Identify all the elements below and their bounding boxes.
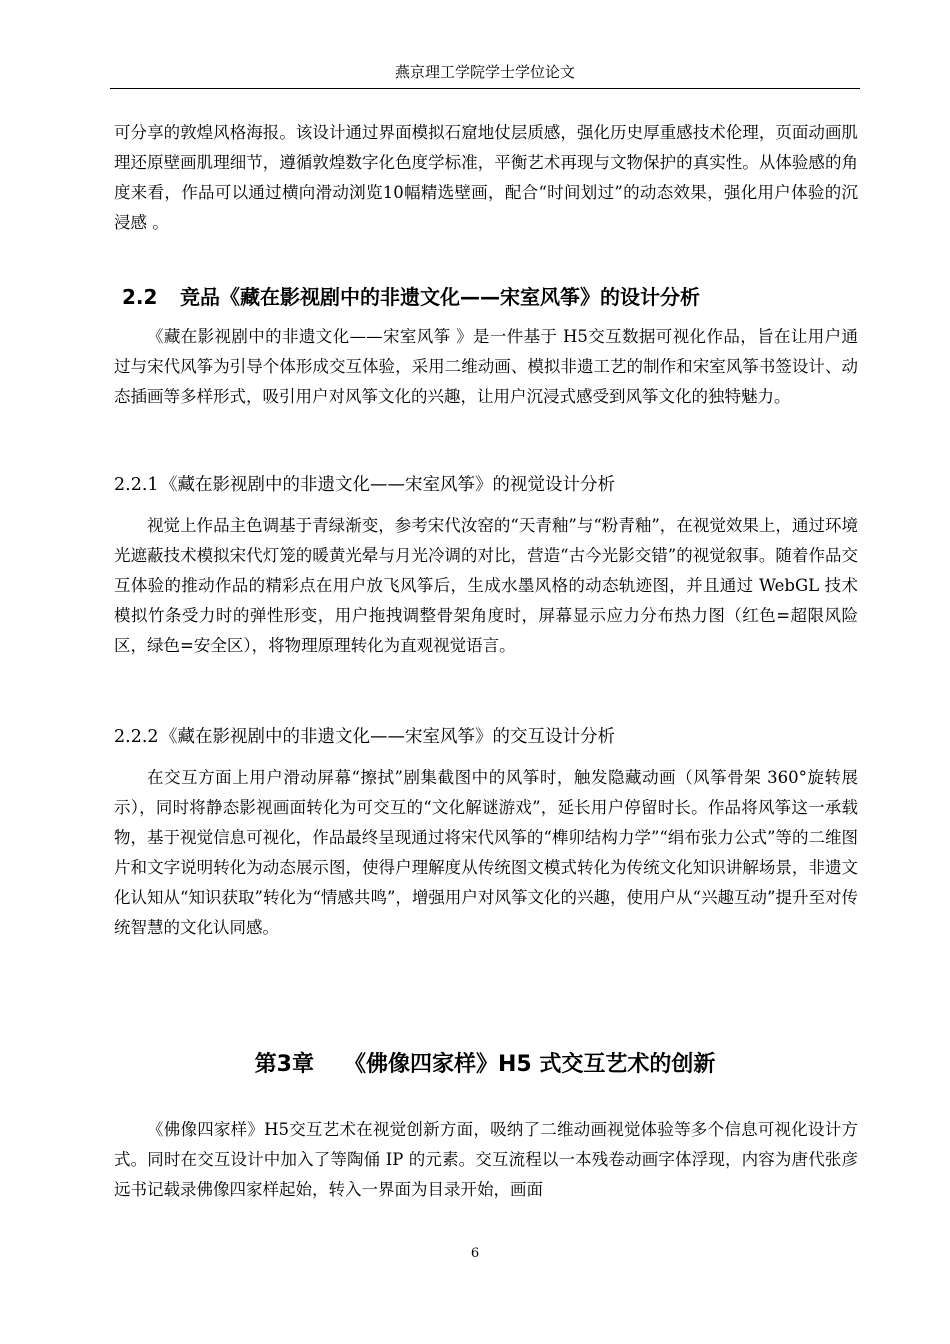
paragraph-chapter3-intro: 《佛像四家样》H5交互艺术在视觉创新方面，吸纳了二维动画视觉体验等多个信息可视化设计方式。同时在交互设计中加入了等陶俑 IP 的元素。交互流程以一本残卷动画字体浮现，内容为唐代张彦远书记载录佛像四家样起始，转入一界面为目录开始，画面 (114, 1120, 858, 1199)
section-number: 2.2.2 (114, 727, 159, 747)
section-heading-2-2 (122, 282, 700, 312)
header-divider (110, 88, 860, 89)
section-heading-2-2-2 (114, 723, 615, 751)
paragraph-dunhuang-summary: 可分享的敦煌风格海报。该设计通过界面模拟石窟地仗层质感，强化历史厚重感技术伦理，页面动画肌理还原壁画肌理细节，遵循敦煌数字化色度学标准，平衡艺术再现与文物保护的真实性。从体验感的角度来看，作品可以通过横向滑动浏览10幅精选壁画，配合“时间划过”的动态效果，强化用户体验的沉浸感 。 (114, 123, 858, 232)
section-title: 《藏在影视剧中的非遗文化——宋室风筝》的交互设计分析 (160, 727, 615, 747)
section-heading-2-2-1 (114, 471, 615, 499)
section-number: 2.2 (122, 285, 158, 309)
chapter-title: 《佛像四家样》H5 式交互艺术的创新 (343, 1052, 716, 1077)
page-number: 6 (470, 1246, 480, 1261)
section-number: 2.2.1 (114, 475, 159, 495)
running-header: 燕京理工学院学士学位论文 (394, 63, 575, 81)
paragraph-interaction-design: 在交互方面上用户滑动屏幕“擦拭”剧集截图中的风筝时，触发隐藏动画（风筝骨架 360°旋转展示），同时将静态影视画面转化为可交互的“文化解谜游戏”，延长用户停留时长。作品将风筝这一承载物，基于视觉信息可视化，作品最终呈现通过将宋代风筝的“榫卯结构力学”“绢布张力公式”等的二维图片和文字说明转化为动态展示图，使得户理解度从传统图文模式转化为传统文化知识讲解场景，非遗文化认知从“知识获取”转化为“情感共鸣”，增强用户对风筝文化的兴趣，使用户从“兴趣互动”提升至对传统智慧的文化认同感。 (114, 768, 858, 937)
chapter-number: 第3章 (254, 1052, 314, 1077)
paragraph-kite-intro: 《藏在影视剧中的非遗文化——宋室风筝 》是一件基于 H5交互数据可视化作品，旨在让用户通过与宋代风筝为引导个体形成交互体验，采用二维动画、模拟非遗工艺的制作和宋室风筝书签设计、动态插画等多样形式，吸引用户对风筝文化的兴趣，让用户沉浸式感受到风筝文化的独特魅力。 (114, 327, 858, 406)
section-title: 《藏在影视剧中的非遗文化——宋室风筝》的视觉设计分析 (160, 475, 615, 495)
section-title: 竞品《藏在影视剧中的非遗文化——宋室风筝》的设计分析 (180, 285, 700, 309)
paragraph-visual-design: 视觉上作品主色调基于青绿渐变，参考宋代汝窑的“天青釉”与“粉青釉”，在视觉效果上，通过环境光遮蔽技术模拟宋代灯笼的暖黄光晕与月光冷调的对比，营造“古今光影交错”的视觉叙事。随着作品交互体验的推动作品的精彩点在用户放飞风筝后，生成水墨风格的动态轨迹图，并且通过 WebGL 技术模拟竹条受力时的弹性形变，用户拖拽调整骨架角度时，屏幕显示应力分布热力图（红色=超限风险区，绿色=安全区），将物理原理转化为直观视觉语言。 (114, 516, 858, 655)
chapter-heading (110, 1048, 860, 1082)
